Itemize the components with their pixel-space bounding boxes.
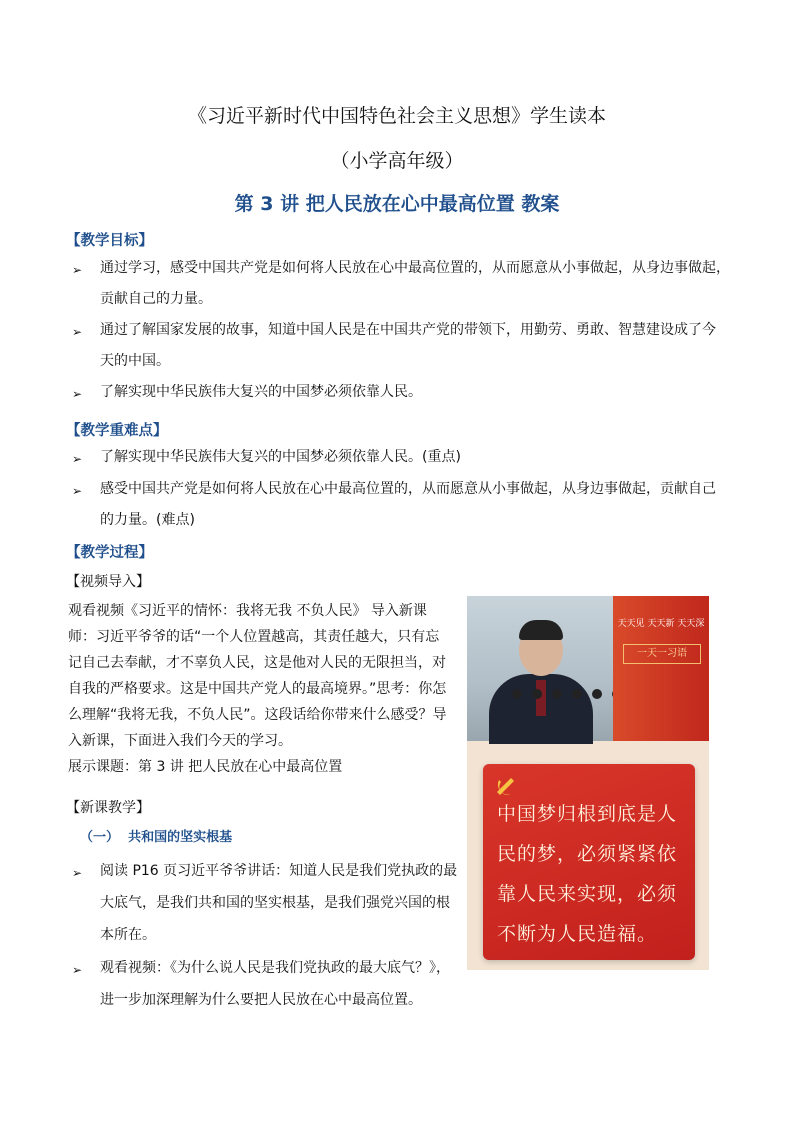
speaker-hair (519, 620, 563, 640)
arrow-bullet-icon: ➢ (72, 866, 83, 880)
speaker-photo (467, 596, 709, 741)
part-item-2 (100, 952, 470, 1016)
arrow-bullet-icon: ➢ (72, 452, 83, 466)
arrow-bullet-icon: ➢ (72, 963, 83, 977)
new-lesson-heading: 【新课教学】 (66, 800, 150, 816)
part-item-2-line: 进一步加深理解为什么要把人民放在心中最高位置。 (100, 992, 422, 1008)
video-line: 入新课，下面进入我们今天的学习。 (68, 733, 292, 749)
document-title: 《习近平新时代中国特色社会主义思想》学生读本 (187, 105, 606, 127)
video-line: 展示课题：第 3 讲 把人民放在心中最高位置 (68, 759, 343, 775)
part-item-1-line: 阅读 P16 页习近平爷爷讲话：知道人民是我们党执政的最 (100, 863, 458, 879)
difficulty-item-2-line2: 的力量。(难点) (100, 512, 195, 528)
brand-strip (613, 596, 709, 741)
quote-card (483, 764, 695, 960)
part-item-1-line: 本所在。 (100, 927, 156, 943)
arrow-bullet-icon: ➢ (72, 387, 83, 401)
goal-item-3-line1: 了解实现中华民族伟大复兴的中国梦必须依靠人民。 (100, 384, 422, 400)
lesson-title: 第 3 讲 把人民放在心中最高位置 教案 (234, 193, 560, 215)
difficulty-item-1: 了解实现中华民族伟大复兴的中国梦必须依靠人民。(重点) (100, 449, 461, 465)
quote-poster-image (467, 596, 709, 970)
video-line: 么理解“我将无我，不负人民”。这段话给你带来什么感受？导 (68, 707, 447, 723)
arrow-bullet-icon: ➢ (72, 325, 83, 339)
document-subtitle: （小学高年级） (330, 150, 464, 172)
video-line: 观看视频《习近平的情怀：我将无我 不负人民》 导入新课 (68, 603, 427, 619)
arrow-bullet-icon: ➢ (72, 484, 83, 498)
difficulty-item-2-line1: 感受中国共产党是如何将人民放在心中最高位置的，从而愿意从小事做起，从身边事做起，贡献自己 (100, 481, 716, 497)
goal-item-1-line1: 通过学习，感受中国共产党是如何将人民放在心中最高位置的，从而愿意从小事做起，从身边事做起， (100, 260, 730, 276)
part-item-1 (100, 855, 460, 951)
poster-slogan: 天天见 天天新 天天深 (617, 619, 705, 629)
part-item-2-line: 观看视频：《为什么说人民是我们党执政的最大底气？》， (100, 960, 450, 976)
microphones (507, 688, 627, 700)
goal-item-2-line1: 通过了解国家发展的故事，知道中国人民是在中国共产党的带领下，用勤劳、勇敢、智慧建设成了今 (100, 322, 716, 338)
part-number: （一） (80, 830, 120, 845)
video-line: 师：习近平爷爷的话“一个人位置越高，其责任越大，只有忘 (68, 629, 440, 645)
video-intro-paragraph (68, 598, 462, 780)
quote-line: 民的梦，必须紧紧依 (497, 843, 678, 865)
goal-item-2-line2: 天的中国。 (100, 353, 170, 369)
video-line: 记自己去奉献，才不辜负人民，这是他对人民的无限担当，对 (68, 655, 446, 671)
arrow-bullet-icon: ➢ (72, 263, 83, 277)
part-heading (80, 826, 232, 845)
goal-item-1-line2: 贡献自己的力量。 (100, 291, 212, 307)
part-item-1-line: 大底气，是我们共和国的坚实根基，是我们强党兴国的根 (100, 895, 450, 911)
quote-text (497, 794, 687, 954)
quote-line: 靠人民来实现，必须 (497, 883, 678, 905)
video-intro-heading: 【视频导入】 (66, 574, 150, 590)
difficulties-heading: 【教学重难点】 (66, 423, 168, 439)
poster-brand: 一天一习语 (623, 644, 701, 664)
process-heading: 【教学过程】 (66, 545, 153, 561)
video-line: 自我的严格要求。这是中国共产党人的最高境界。”思考：你怎 (68, 681, 447, 697)
goals-heading: 【教学目标】 (66, 233, 153, 249)
part-title: 共和国的坚实根基 (128, 830, 233, 845)
quote-line: 不断为人民造福。 (497, 923, 658, 945)
quote-line: 中国梦归根到底是人 (497, 803, 678, 825)
